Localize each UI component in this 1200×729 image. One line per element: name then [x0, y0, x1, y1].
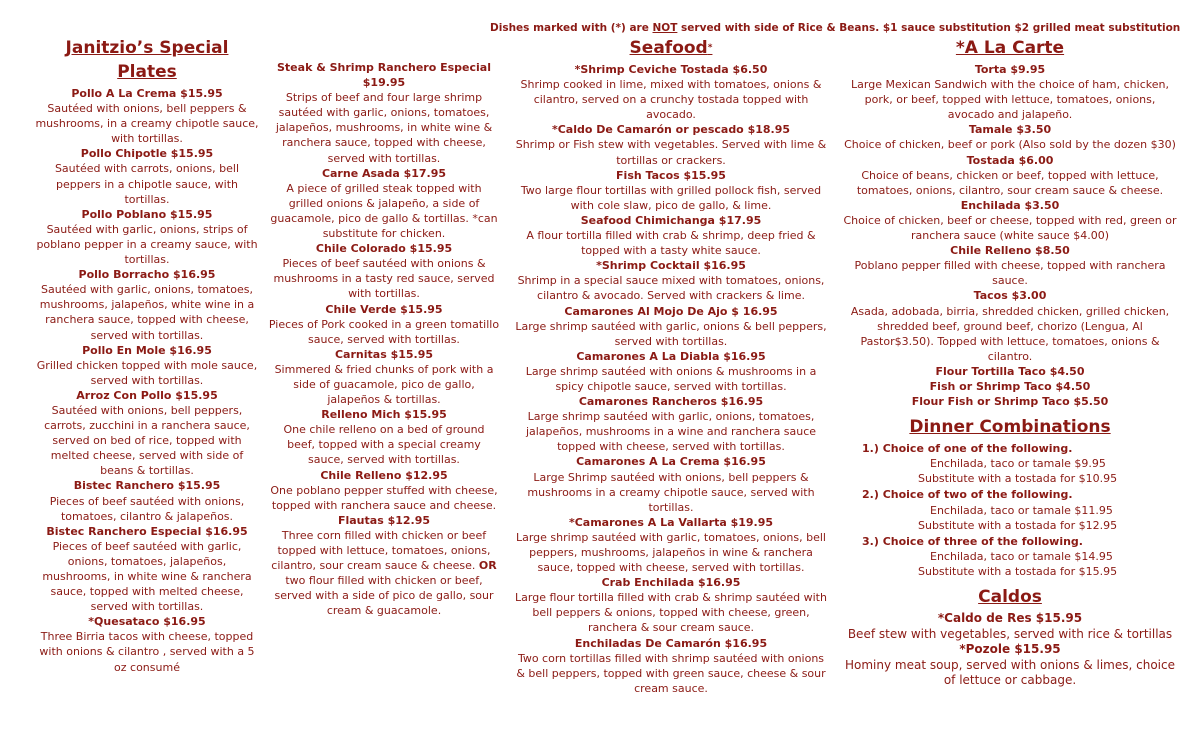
menu-item	[34, 146, 260, 206]
menu-item	[268, 468, 500, 513]
item-name: Chile Relleno $8.50	[950, 244, 1070, 258]
combination-option	[842, 534, 1178, 579]
menu-item	[34, 388, 260, 479]
item-description: Large flour tortilla filled with crab & shrimp sautéed with bell peppers & onions, topped with cheese, green, ranchera & sour cream sauce.	[515, 591, 827, 635]
item-name: Relleno Mich $15.95	[321, 408, 447, 422]
item-name: Enchilada $3.50	[960, 198, 1060, 212]
item-name: Flautas $12.95	[337, 513, 431, 527]
combination-option	[842, 487, 1178, 532]
item-name: Tamale $3.50	[968, 123, 1052, 137]
item-name: Seafood Chimichanga $17.95	[580, 213, 762, 227]
menu-item	[34, 614, 260, 674]
notice-text-before: Dishes marked with (*) are	[490, 22, 653, 34]
item-name: Chile Relleno $12.95	[320, 468, 448, 482]
item-description	[268, 528, 500, 619]
item-description: Sautéed with garlic, onions, strips of poblano pepper in a creamy sauce, with tortillas.	[36, 222, 258, 267]
combination-heading: 3.) Choice of three of the following.	[862, 534, 1083, 548]
seafood-column	[512, 36, 830, 696]
special-plates-list-2	[268, 60, 500, 513]
menu-item	[842, 288, 1178, 363]
item-description: Shrimp or Fish stew with vegetables. Served with lime & tortillas or crackers.	[515, 138, 827, 167]
item-description: Asada, adobada, birria, shredded chicken, grilled chicken, shredded beef, ground beef, chorizo (Lengua, Al Pastor$3.50). Topped with lettuce, tomatoes, onions & cilantro.	[850, 304, 1170, 363]
menu-item	[268, 166, 500, 241]
item-description: Sautéed with carrots, onions, bell peppers in a chipotle sauce, with tortillas.	[54, 162, 240, 206]
menu-item	[842, 153, 1178, 198]
flautas-desc-a: Three corn filled with chicken or beef topped with lettuce, tomatoes, onions, cilantro, sour cream sauce & cheese.	[271, 528, 491, 573]
item-name: Carne Asada $17.95	[321, 166, 447, 180]
item-name: *Quesataco $16.95	[88, 615, 206, 629]
combination-price: Enchilada, taco or tamale $14.95	[930, 549, 1113, 563]
item-name: Camarones A La Crema $16.95	[576, 455, 766, 469]
combination-heading: 2.) Choice of two of the following.	[862, 488, 1073, 502]
menu-item	[842, 642, 1178, 689]
menu-item	[512, 394, 830, 454]
item-description: Large shrimp sautéed with garlic, onions & bell peppers, served with tortillas.	[515, 319, 827, 348]
item-name: *Camarones A La Vallarta $19.95	[568, 515, 774, 529]
menu-item	[34, 478, 260, 523]
notice-not: NOT	[652, 22, 678, 34]
item-description: Two corn tortillas filled with shrimp sautéed with onions & bell peppers, topped with green sauce, cheese & sour cream sauce.	[516, 651, 826, 695]
item-name: Pollo Chipotle $15.95	[80, 147, 214, 161]
menu-item	[34, 343, 260, 388]
item-name: Camarones Rancheros $16.95	[578, 395, 764, 409]
item-name: Bistec Ranchero Especial $16.95	[46, 524, 248, 538]
combination-price: Enchilada, taco or tamale $9.95	[930, 457, 1106, 471]
item-name: Tacos $3.00	[973, 289, 1047, 303]
flautas-or: OR	[478, 559, 497, 573]
seafood-title-mark: *	[707, 43, 713, 53]
menu-item	[512, 213, 830, 258]
item-description: One poblano pepper stuffed with cheese, topped with ranchera sauce and cheese.	[270, 483, 498, 512]
menu-item	[268, 60, 500, 166]
combination-substitute: Substitute with a tostada for $10.95	[918, 472, 1118, 486]
menu-item	[34, 207, 260, 267]
item-name: Crab Enchilada $16.95	[601, 576, 741, 590]
item-name: Torta $9.95	[974, 63, 1046, 76]
item-description: Pieces of beef sautéed with garlic, onions, tomatoes, jalapeños, mushrooms, in white wine & ranchera sauce, topped with melted cheese, served with tortillas.	[42, 539, 252, 614]
combination-heading: 1.) Choice of one of the following.	[862, 442, 1073, 456]
item-name: *Shrimp Cocktail $16.95	[596, 259, 746, 273]
item-description: Choice of chicken, beef or cheese, topped with red, green or ranchera sauce (white sauce $4.00)	[843, 213, 1177, 243]
a-la-carte-extras	[842, 364, 1178, 409]
item-name: Steak & Shrimp Ranchero Especial $19.95	[277, 61, 491, 90]
menu-item	[512, 304, 830, 349]
menu-item	[268, 241, 500, 301]
item-name: Camarones A La Diabla $16.95	[576, 349, 766, 363]
item-description: Large Mexican Sandwich with the choice of ham, chicken, pork, or beef, topped with lettuce, tomatoes, onions, avocado and jalapeño.	[851, 78, 1169, 122]
menu-item	[268, 302, 500, 347]
item-description: Large shrimp sautéed with onions & mushrooms in a spicy chipotle sauce, served with tortillas.	[525, 364, 817, 393]
item-name: Camarones Al Mojo De Ajo $ 16.95	[564, 304, 778, 318]
item-description: One chile relleno on a bed of ground beef, topped with a special creamy sauce, served with tortillas.	[283, 423, 485, 467]
menu-notice	[490, 22, 1190, 34]
menu-item	[512, 454, 830, 514]
item-description: Hominy meat soup, served with onions & limes, choice of lettuce or cabbage.	[844, 657, 1175, 687]
special-plates-column-2	[268, 60, 500, 618]
item-name: *Shrimp Ceviche Tostada $6.50	[574, 63, 768, 76]
seafood-title-text: Seafood	[629, 38, 708, 58]
special-plates-column-1	[34, 36, 260, 675]
a-la-carte-title: *A La Carte	[955, 38, 1065, 58]
item-name: Pollo Borracho $16.95	[78, 268, 216, 282]
item-name: *Pozole $15.95	[959, 642, 1061, 656]
menu-item	[512, 62, 830, 122]
menu-item	[512, 575, 830, 635]
item-description: Pieces of beef sautéed with onions, tomatoes, cilantro & jalapeños.	[49, 494, 245, 523]
item-name: Bistec Ranchero $15.95	[73, 479, 221, 493]
menu-item	[512, 122, 830, 167]
item-name: Arroz Con Pollo $15.95	[76, 388, 218, 402]
special-plates-title: Janitzio’s Special Plates	[65, 38, 229, 82]
menu-item	[268, 347, 500, 407]
a-la-carte-column	[842, 36, 1178, 689]
menu-item	[512, 168, 830, 213]
menu-item	[34, 524, 260, 615]
combination-option	[842, 441, 1178, 486]
dinner-combinations-title: Dinner Combinations	[909, 417, 1111, 438]
menu-item	[512, 349, 830, 394]
item-description: Pieces of Pork cooked in a green tomatillo sauce, served with tortillas.	[268, 317, 500, 346]
caldos-list	[842, 611, 1178, 689]
item-description: Three Birria tacos with cheese, topped with onions & cilantro , served with a 5 oz consumé	[39, 630, 255, 674]
item-name: Fish Tacos $15.95	[616, 168, 726, 182]
dinner-combinations-list	[842, 441, 1178, 579]
combination-price: Enchilada, taco or tamale $11.95	[930, 503, 1113, 517]
item-description: Sautéed with garlic, onions, tomatoes, mushrooms, jalapeños, white wine in a ranchera sauce, topped with cheese, served with tortillas.	[39, 283, 255, 342]
item-description: Poblano pepper filled with cheese, topped with ranchera sauce.	[854, 259, 1166, 288]
menu-item	[842, 611, 1178, 642]
taco-extra-item: Flour Tortilla Taco $4.50	[935, 364, 1085, 378]
menu-item	[512, 636, 830, 696]
menu-item	[34, 86, 260, 146]
seafood-title	[512, 36, 830, 60]
item-description: Choice of chicken, beef or pork (Also sold by the dozen $30)	[844, 138, 1176, 152]
item-description: Shrimp cooked in lime, mixed with tomatoes, onions & cilantro, served on a crunchy tostada topped with avocado.	[520, 78, 822, 122]
item-name: *Caldo de Res $15.95	[937, 611, 1083, 625]
menu-item	[842, 198, 1178, 243]
item-description: Large shrimp sautéed with garlic, onions, tomatoes, jalapeños, mushrooms in a wine and ranchera sauce topped with cheese, served with tortillas.	[525, 410, 817, 454]
special-plates-list	[34, 86, 260, 675]
item-description: Choice of beans, chicken or beef, topped with lettuce, tomatoes, onions, cilantro, sour cream sauce & cheese.	[856, 168, 1164, 197]
menu-item	[512, 258, 830, 303]
menu-item	[512, 515, 830, 575]
menu-item	[268, 407, 500, 467]
menu-item	[842, 62, 1178, 122]
item-name: Pollo Poblano $15.95	[81, 207, 213, 221]
menu-item	[842, 122, 1178, 152]
item-name: Tostada $6.00	[966, 153, 1054, 167]
flautas-desc-b: two flour filled with chicken or beef, served with a side of pico de gallo, sour cream & guacamole.	[274, 574, 494, 618]
item-description: Two large flour tortillas with grilled pollock fish, served with cole slaw, pico de gallo, & lime.	[520, 183, 822, 212]
item-name: Carnitas $15.95	[334, 347, 434, 361]
item-description: Grilled chicken topped with mole sauce, served with tortillas.	[36, 358, 258, 387]
combination-substitute: Substitute with a tostada for $12.95	[918, 518, 1118, 532]
item-description: Large Shrimp sautéed with onions, bell peppers & mushrooms in a creamy chipotle sauce, served with tortillas.	[527, 470, 815, 514]
menu-item	[842, 243, 1178, 288]
item-description: Simmered & fried chunks of pork with a side of guacamole, pico de gallo, jalapeños & tortillas.	[274, 362, 494, 407]
item-description: Beef stew with vegetables, served with rice & tortillas	[847, 626, 1173, 641]
item-name: Chile Colorado $15.95	[315, 242, 453, 256]
item-description: A flour tortilla filled with crab & shrimp, deep fried & topped with a tasty white sauce.	[526, 229, 816, 258]
item-description: Large shrimp sautéed with garlic, tomatoes, onions, bell peppers, mushrooms, jalapeños in wine & ranchera sauce, topped with cheese, served with tortillas.	[515, 530, 826, 575]
notice-text-after: served with side of Rice & Beans. $1 sauce substitution $2 grilled meat substitution	[677, 22, 1181, 34]
a-la-carte-list	[842, 62, 1178, 364]
item-name: *Caldo De Camarón or pescado $18.95	[551, 123, 791, 137]
item-description: Strips of beef and four large shrimp sautéed with garlic, onions, tomatoes, jalapeños, mushrooms, in white wine & ranchera sauce, topped with cheese, served with tortillas.	[275, 91, 493, 165]
combination-substitute: Substitute with a tostada for $15.95	[918, 564, 1118, 578]
caldos-section	[842, 585, 1178, 689]
item-description: Shrimp in a special sauce mixed with tomatoes, onions, cilantro & avocado. Served with crackers & lime.	[517, 274, 825, 303]
taco-extra-item: Fish or Shrimp Taco $4.50	[929, 379, 1091, 393]
menu-item	[34, 267, 260, 342]
item-name: Pollo A La Crema $15.95	[71, 87, 223, 100]
item-description: Pieces of beef sautéed with onions & mushrooms in a tasty red sauce, served with tortillas.	[273, 257, 495, 301]
taco-extra-item: Flour Fish or Shrimp Taco $5.50	[911, 395, 1109, 409]
menu-item-flautas	[268, 513, 500, 619]
caldos-title: Caldos	[978, 587, 1042, 607]
item-name: Pollo En Mole $16.95	[82, 343, 212, 357]
seafood-list	[512, 62, 830, 696]
item-name: Enchiladas De Camarón $16.95	[574, 636, 768, 650]
item-name: Chile Verde $15.95	[325, 302, 443, 316]
item-description: Sautéed with onions, bell peppers, carrots, zucchini in a ranchera sauce, served on bed of rice, topped with melted cheese, served with side of beans & tortillas.	[44, 403, 250, 478]
item-description: A piece of grilled steak topped with grilled onions & jalapeño, a side of guacamole, pico de gallo & tortillas. *can substitute for chicken.	[270, 181, 498, 241]
item-description: Sautéed with onions, bell peppers & mushrooms, in a creamy chipotle sauce, with tortillas.	[35, 102, 259, 146]
